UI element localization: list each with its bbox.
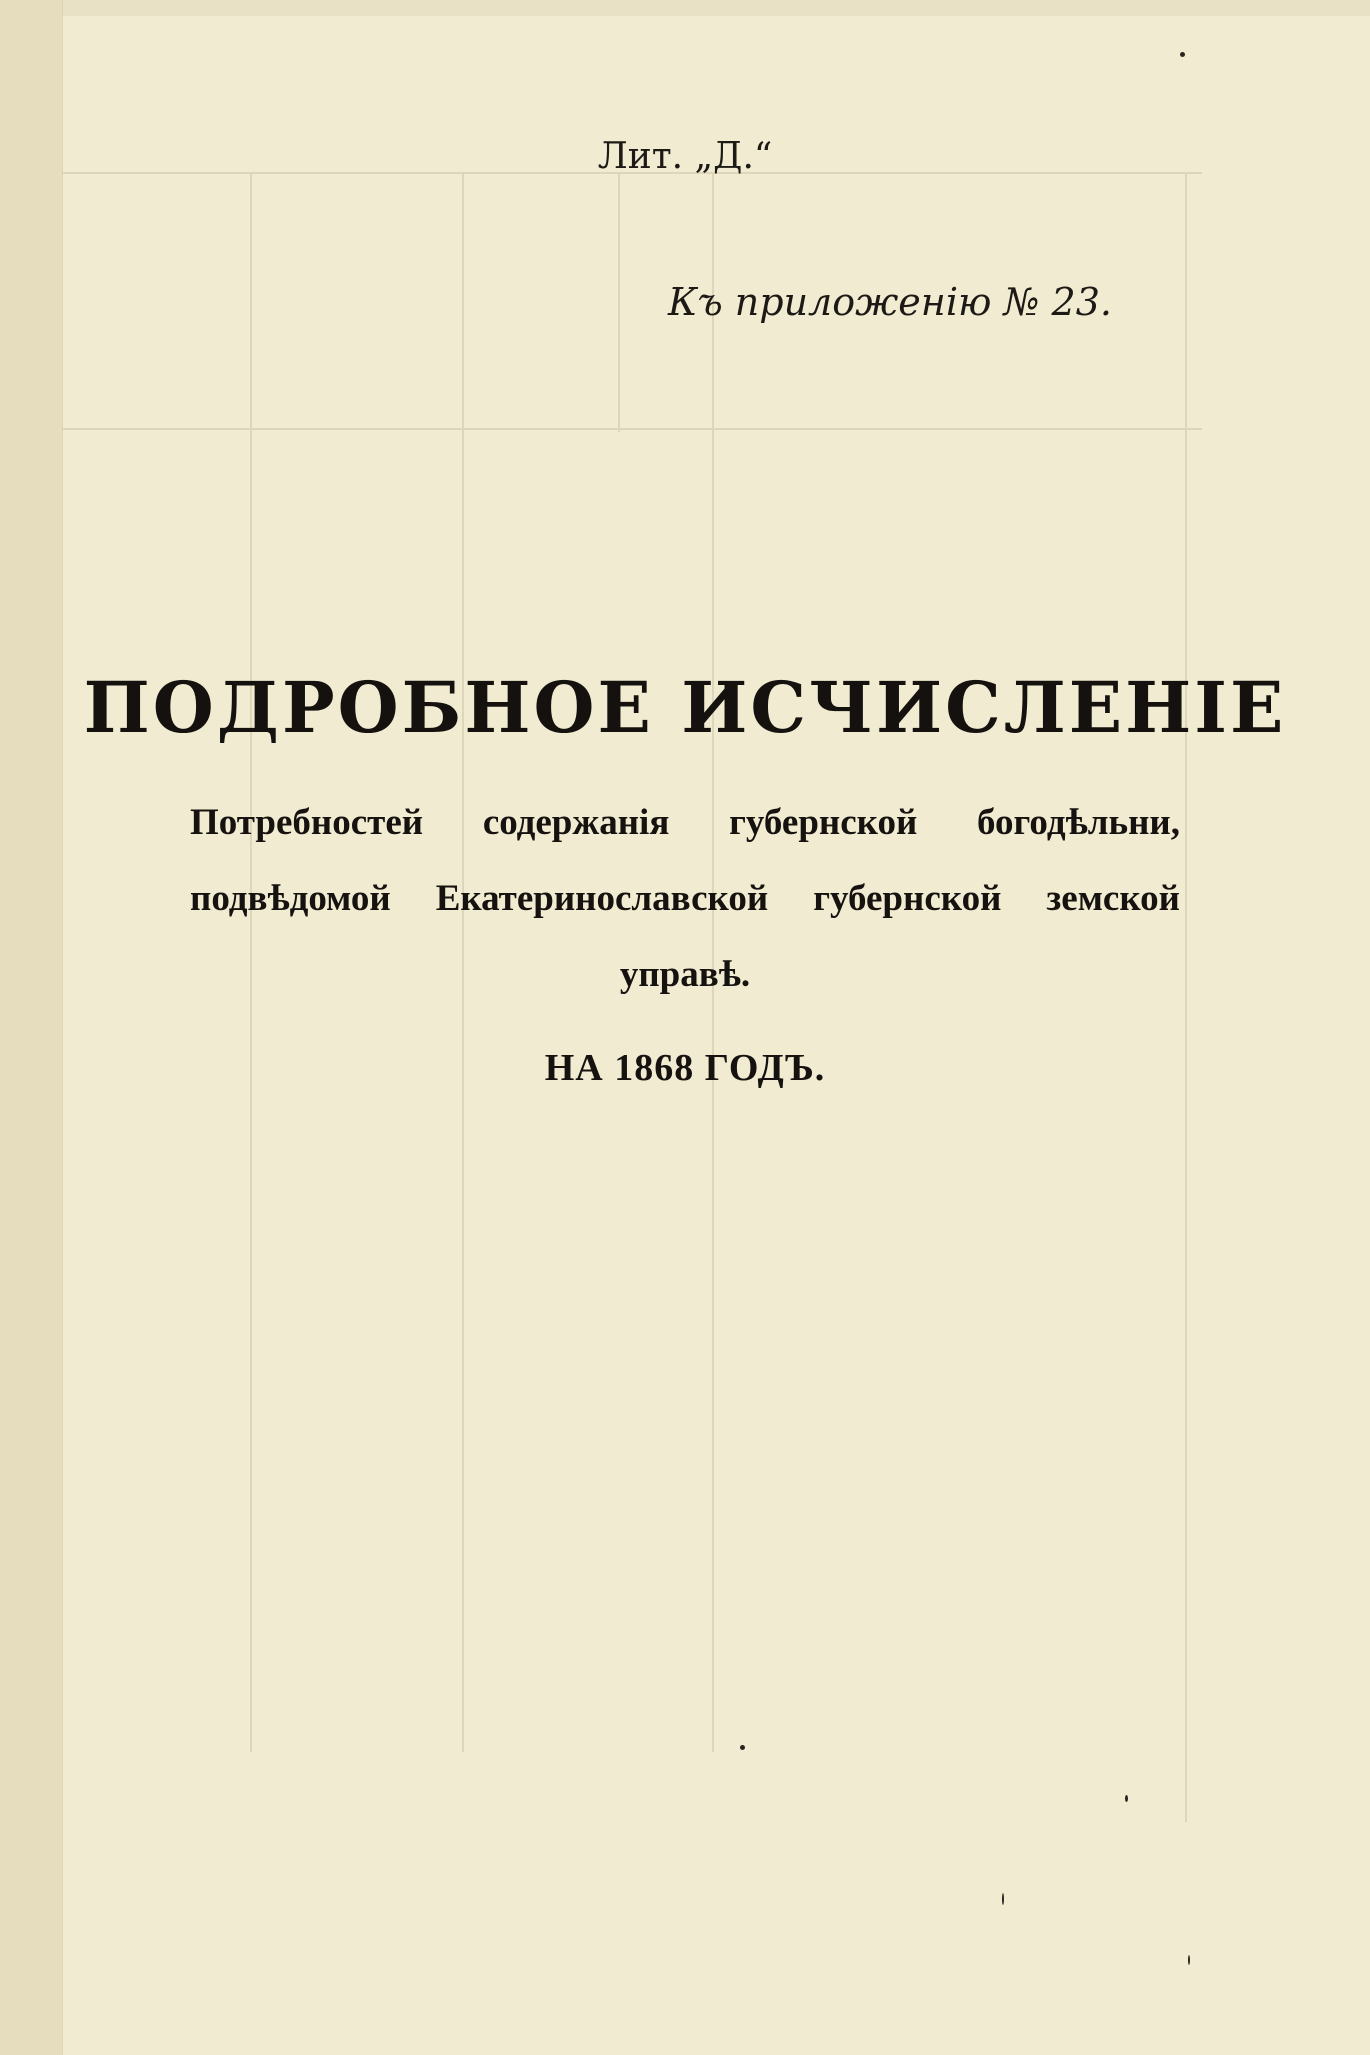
document-year: НА 1868 ГОДЪ.: [544, 1047, 826, 1089]
subtitle-word: содержанія: [482, 802, 670, 843]
subtitle-word: губернской: [729, 802, 918, 843]
subtitle-word: подвѣдомой: [190, 878, 391, 919]
bleed-through-line: [618, 172, 620, 432]
ink-speck: [1125, 1795, 1128, 1802]
bleed-through-line: [62, 428, 1202, 430]
subtitle-word: Екатеринославской: [435, 878, 769, 919]
subtitle-line: [190, 785, 1180, 861]
ink-speck: [1180, 52, 1185, 57]
subtitle-word: богодѣльни,: [977, 802, 1180, 843]
ink-speck: [1188, 1955, 1190, 1965]
subtitle-word: земской: [1046, 878, 1180, 919]
subtitle-line: [190, 861, 1180, 937]
document-subtitle: [190, 785, 1180, 1013]
bleed-through-line: [1185, 172, 1187, 1822]
ink-speck: [740, 1745, 745, 1750]
letter-designation: Лит. „Д.“: [597, 136, 773, 177]
subtitle-word: управѣ.: [619, 954, 751, 995]
document-title: ПОДРОБНОЕ ИСЧИСЛЕНІЕ: [83, 666, 1287, 749]
ink-speck: [1002, 1893, 1004, 1905]
appendix-reference: Къ приложенію № 23.: [667, 280, 1112, 324]
page-top-edge: [0, 0, 1370, 16]
subtitle-word: губернской: [813, 878, 1002, 919]
page-binding-edge: [0, 0, 63, 2055]
subtitle-word: Потребностей: [190, 802, 424, 843]
subtitle-line: [190, 937, 1180, 1013]
